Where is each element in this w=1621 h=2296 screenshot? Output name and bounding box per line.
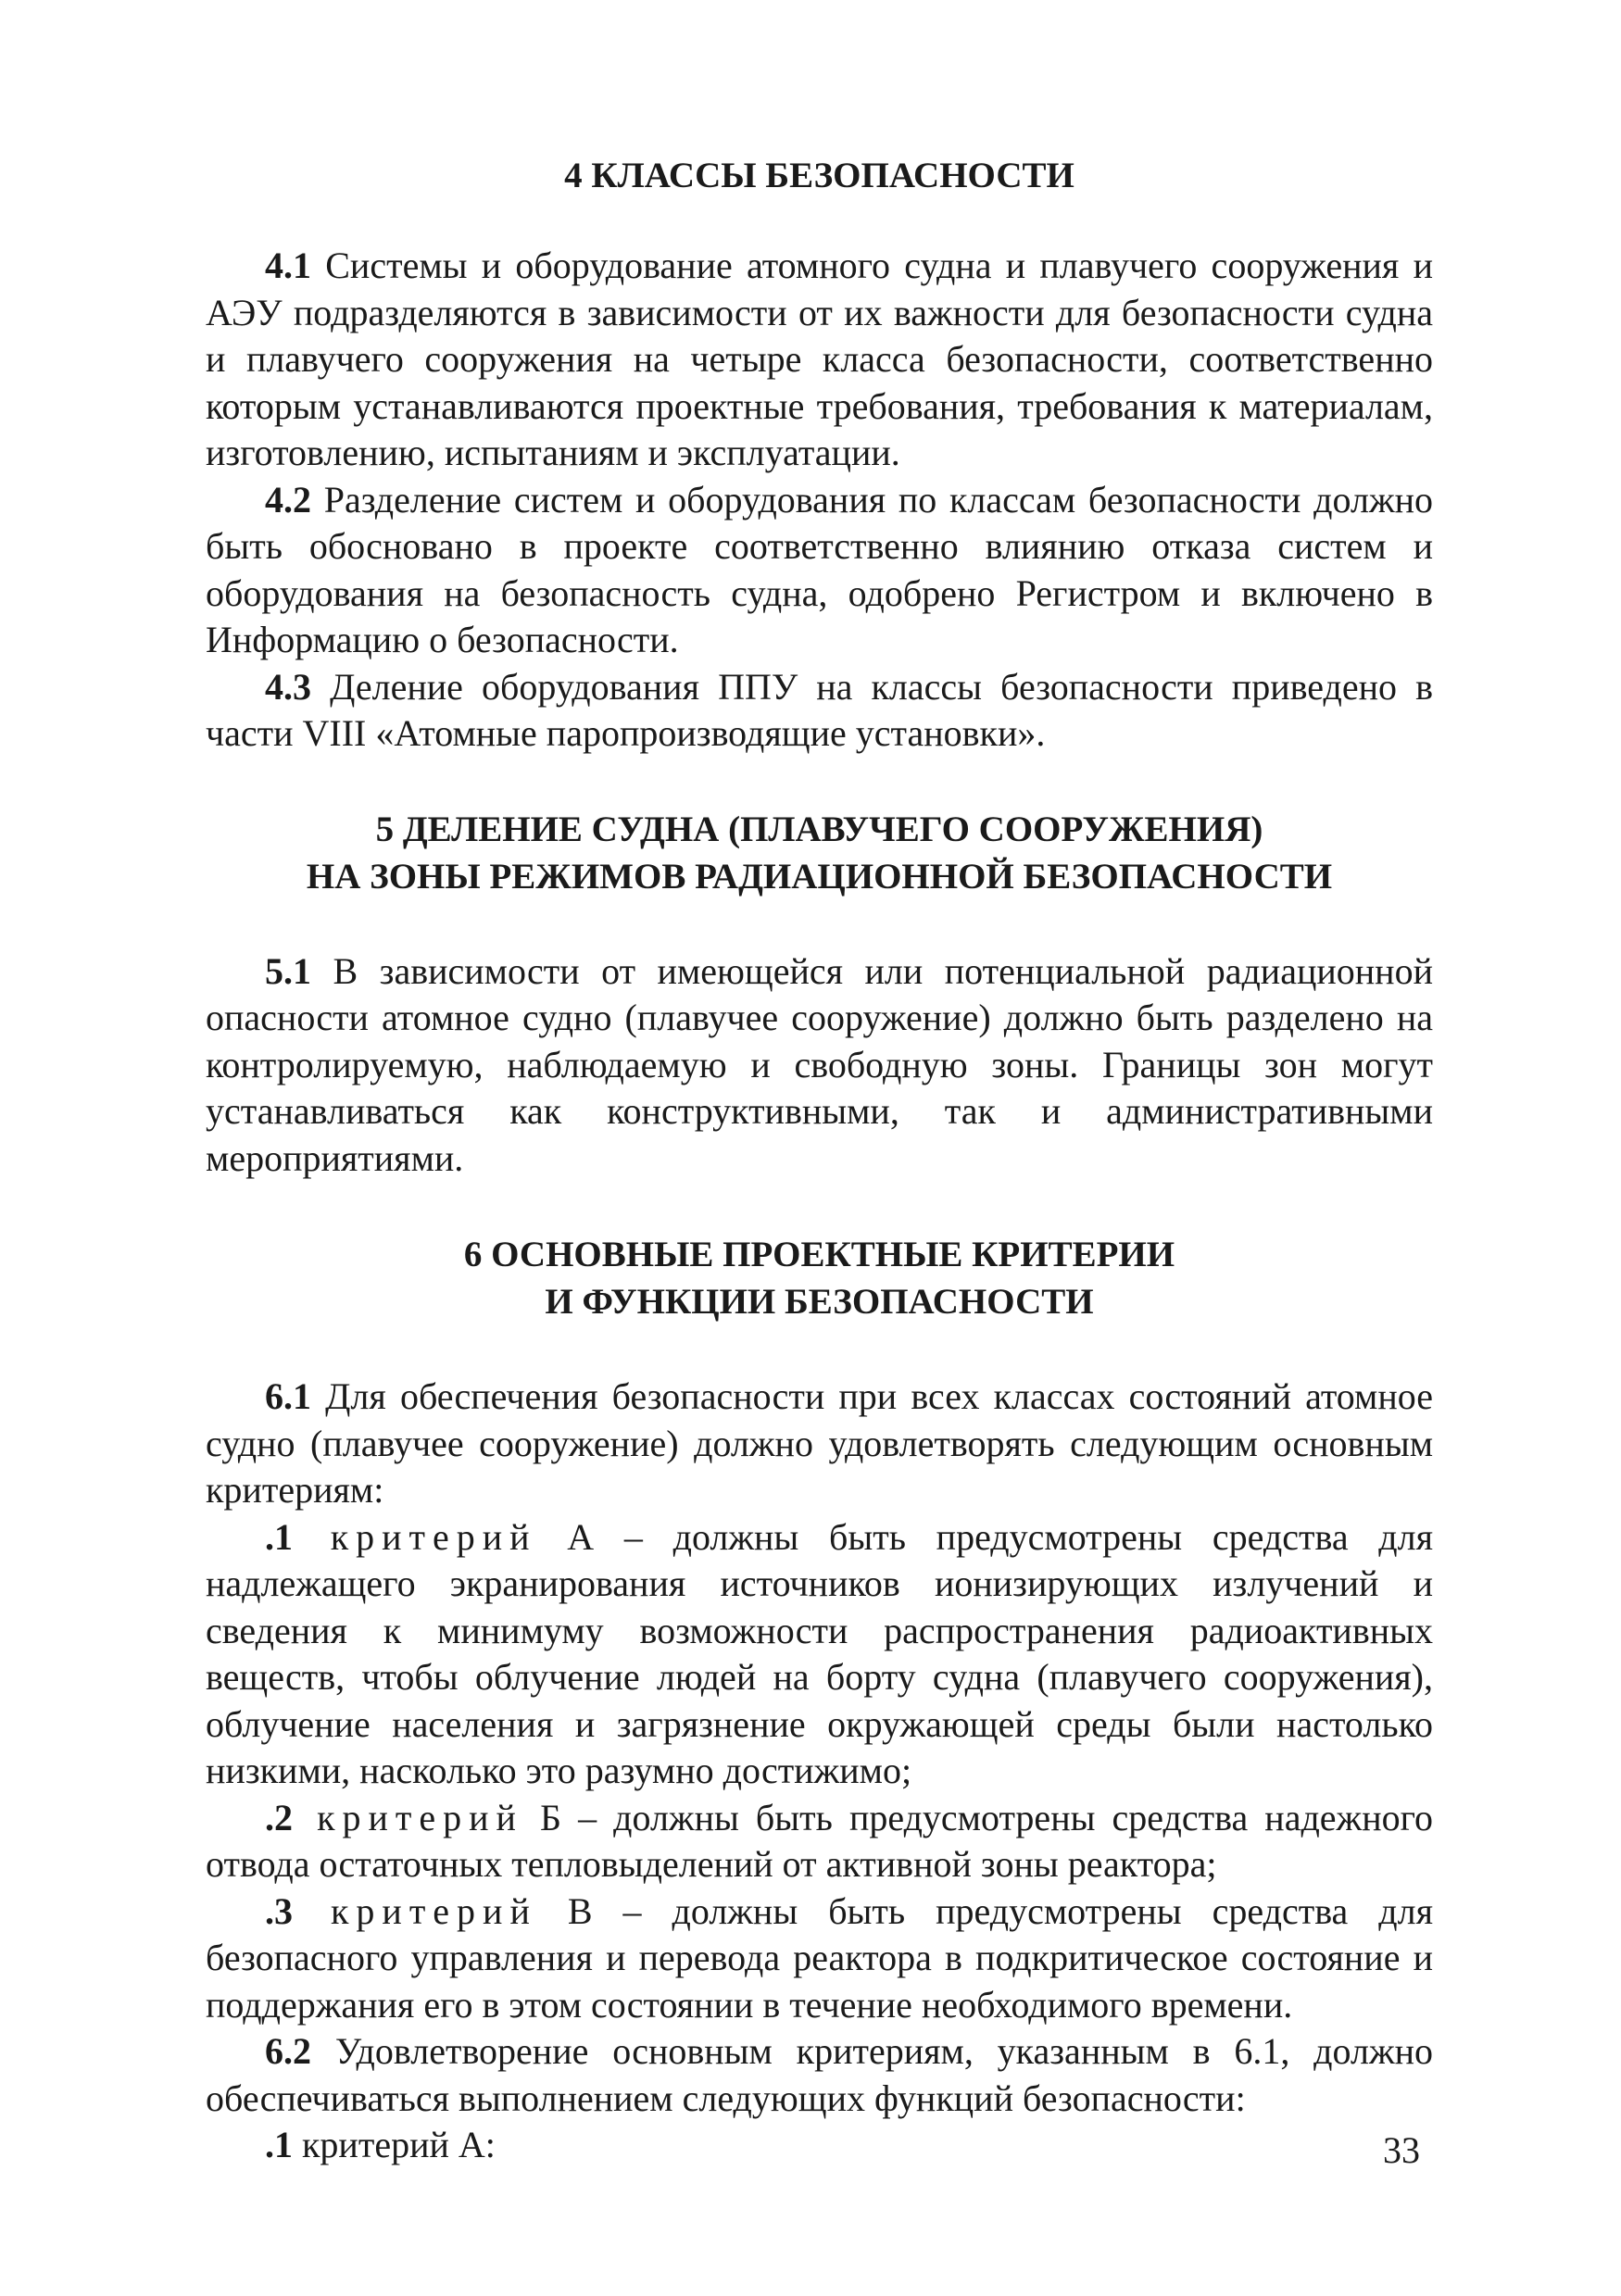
- paragraph-text: Для обеспечения безопасности при всех классах состояний атомное судно (плавучее сооружение) должно удовлетворять следующим основным критериям:: [206, 1375, 1433, 1511]
- paragraph-6-2: [206, 2028, 1433, 2122]
- list-item-criterion-a-functions: [206, 2122, 1433, 2169]
- paragraph-4-1: [206, 243, 1433, 477]
- section-5-heading: 5 ДЕЛЕНИЕ СУДНА (ПЛАВУЧЕГО СООРУЖЕНИЯ) НА ЗОНЫ РЕЖИМОВ РАДИАЦИОННОЙ БЕЗОПАСНОСТИ: [306, 809, 1333, 897]
- item-number: .1: [265, 1515, 293, 1558]
- item-number: .2: [265, 1796, 293, 1838]
- clause-number: 4.1: [265, 245, 311, 286]
- item-text: Б – должны быть предусмотрены средства надежного отвода остаточных тепловыделений от активной зоны реактора;: [206, 1796, 1434, 1885]
- paragraph-text: Деление оборудования ППУ на классы безопасности приведено в части VIII «Атомные паропроизводящие установки».: [206, 665, 1433, 754]
- list-item-criterion-b: [206, 1795, 1433, 1888]
- section-6-heading: 6 ОСНОВНЫЕ ПРОЕКТНЫЕ КРИТЕРИИ И ФУНКЦИИ БЕЗОПАСНОСТИ: [463, 1235, 1175, 1322]
- document-page: [206, 0, 1433, 2169]
- clause-number: 5.1: [265, 949, 311, 992]
- item-number: .1: [265, 2124, 293, 2165]
- paragraph-4-2: [206, 477, 1433, 664]
- item-text: В – должны быть предусмотрены средства для безопасного управления и перевода реактора в подкритическое состояние и поддержания его в этом состоянии в течение необходимого времени.: [206, 1889, 1434, 2026]
- item-text: критерий А:: [293, 2124, 496, 2165]
- page-number: 33: [1383, 2129, 1420, 2171]
- item-text: А – должны быть предусмотрены средства для надлежащего экранирования источников ионизирующих излучений и сведения к минимуму возможности распространения радиоактивных веществ, чтобы облучение людей на борту судна (плавучего сооружения), облучение населения и загрязнение окружающей среды были настолько низкими, насколько это разумно достижимо;: [206, 1515, 1433, 1791]
- paragraph-5-1: [206, 948, 1433, 1183]
- spaced-term: критерий: [293, 1796, 523, 1838]
- list-item-criterion-a: [206, 1514, 1433, 1795]
- paragraph-text: Системы и оборудование атомного судна и плавучего сооружения и АЭУ подразделяются в зависимости от их важности для безопасности судна и плавучего сооружения на четыре класса безопасности, соответственно которым устанавливаются проектные требования, требования к материалам, изготовлению, испытаниям и эксплуатации.: [206, 245, 1433, 473]
- paragraph-6-1: [206, 1374, 1433, 1514]
- clause-number: 4.2: [265, 478, 311, 521]
- spaced-term: критерий: [293, 1515, 537, 1558]
- item-number: .3: [265, 1889, 293, 1932]
- spaced-term: критерий: [293, 1889, 537, 1932]
- paragraph-text: Разделение систем и оборудования по классам безопасности должно быть обосновано в проекте соответственно влиянию отказа систем и оборудования на безопасность судна, одобрено Регистром и включено в Информацию о безопасности.: [206, 478, 1433, 660]
- clause-number: 6.1: [265, 1375, 311, 1417]
- list-item-criterion-v: [206, 1888, 1433, 2029]
- clause-number: 4.3: [265, 665, 311, 708]
- paragraph-text: В зависимости от имеющейся или потенциальной радиационной опасности атомное судно (плавучее сооружение) должно быть разделено на контролируемую, наблюдаемую и свободную зоны. Границы зон могут устанавливаться как конструктивными, так и административными мероприятиями.: [206, 949, 1433, 1179]
- clause-number: 6.2: [265, 2030, 311, 2072]
- section-4-heading: 4 КЛАССЫ БЕЗОПАСНОСТИ: [564, 156, 1074, 195]
- paragraph-text: Удовлетворение основным критериям, указанным в 6.1, должно обеспечиваться выполнением следующих функций безопасности:: [206, 2030, 1433, 2119]
- paragraph-4-3: [206, 664, 1433, 758]
